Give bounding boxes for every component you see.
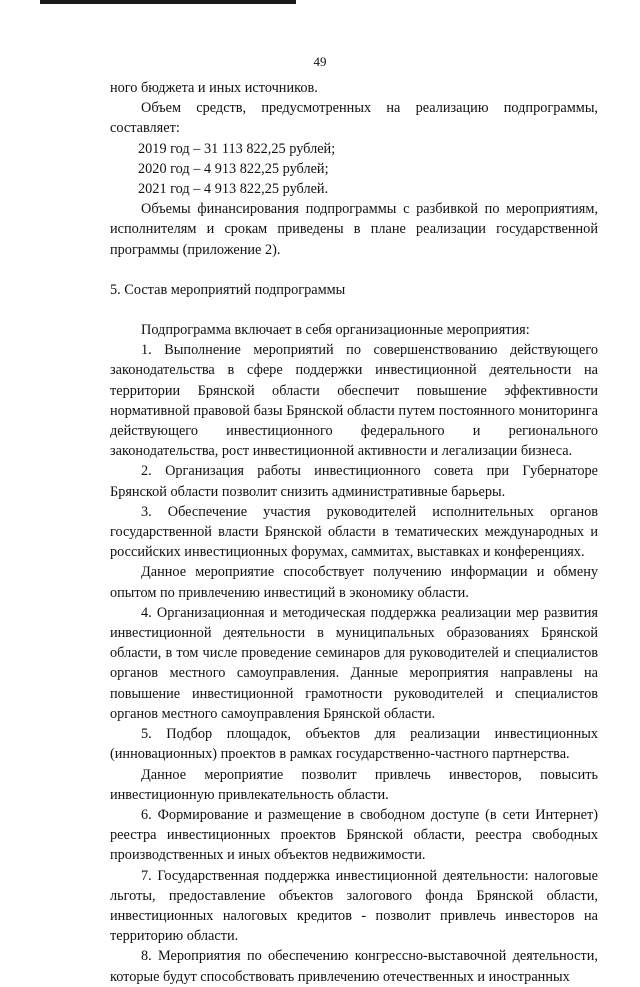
list-item-5-note: Данное мероприятие позволит привлечь инвесторов, повысить инвестиционную привлекательность области. (110, 766, 598, 803)
list-item-2: 2. Организация работы инвестиционного совета при Губернаторе Брянской области позволит снизить административные барьеры. (110, 463, 598, 500)
section-heading: 5. Состав мероприятий подпрограммы (110, 281, 346, 298)
paragraph-funding-volume: Объем средств, предусмотренных на реализацию подпрограммы, составляет: (110, 100, 598, 137)
top-scan-border (40, 0, 296, 4)
funding-year-2020: 2020 год – 4 913 822,25 рублей; (138, 160, 329, 177)
funding-by-year-list (110, 139, 598, 200)
funding-year-2019: 2019 год – 31 113 822,25 рублей; (138, 140, 336, 157)
list-item-8: 8. Мероприятия по обеспечению конгрессно-выставочной деятельности, которые будут способствовать привлечению отечественных и иностранных (110, 948, 598, 985)
funding-year-2021: 2021 год – 4 913 822,25 рублей. (138, 181, 329, 198)
list-item-3: 3. Обеспечение участия руководителей исполнительных органов государственной власти Брянской области в тематических международных и российских инвестиционных форумах, саммитах, выставках и конференциях. (110, 503, 598, 561)
page-number: 49 (313, 54, 327, 69)
list-item-4: 4. Организационная и методическая поддержка реализации мер развития инвестиционной деятельности в муниципальных образованиях Брянской области, в том числе проведение семинаров для руководителей и специалистов органов местного самоуправления. Данные мероприятия направлены на повышение инвестиционной грамотности руководителей и специалистов органов местного самоуправления Брянской области. (110, 604, 598, 722)
list-item-6: 6. Формирование и размещение в свободном доступе (в сети Интернет) реестра инвестиционных проектов Брянской области, реестра свободных производственных и иных объектов недвижимости. (110, 806, 598, 864)
list-item-7: 7. Государственная поддержка инвестиционной деятельности: налоговые льготы, предоставление объектов залогового фонда Брянской области, инвестиционных налоговых кредитов - позволит привлечь инвесторов на территорию области. (110, 867, 598, 945)
paragraph-continuation: ного бюджета и иных источников. (110, 80, 318, 96)
paragraph-funding-breakdown: Объемы финансирования подпрограммы с разбивкой по мероприятиям, исполнителям и срокам приведены в плане реализации государственной программы (приложение 2). (110, 201, 598, 258)
list-item-5: 5. Подбор площадок, объектов для реализации инвестиционных (инновационных) проектов в рамках государственно-частного партнерства. (110, 726, 598, 763)
paragraph-intro: Подпрограмма включает в себя организационные мероприятия: (141, 322, 530, 339)
document-body (110, 78, 598, 987)
list-item-3-note: Данное мероприятие способствует получению информации и обмену опытом по привлечению инвестиций в экономику области. (110, 564, 598, 601)
list-item-1: 1. Выполнение мероприятий по совершенствованию действующего законодательства в сфере поддержки инвестиционной деятельности на территории Брянской области обеспечит повышение эффективности нормативной правовой базы Брянской области путем постоянного мониторинга действующего инвестиционного федерального и регионального законодательства, рост инвестиционной активности и легализации бизнеса. (110, 342, 598, 460)
